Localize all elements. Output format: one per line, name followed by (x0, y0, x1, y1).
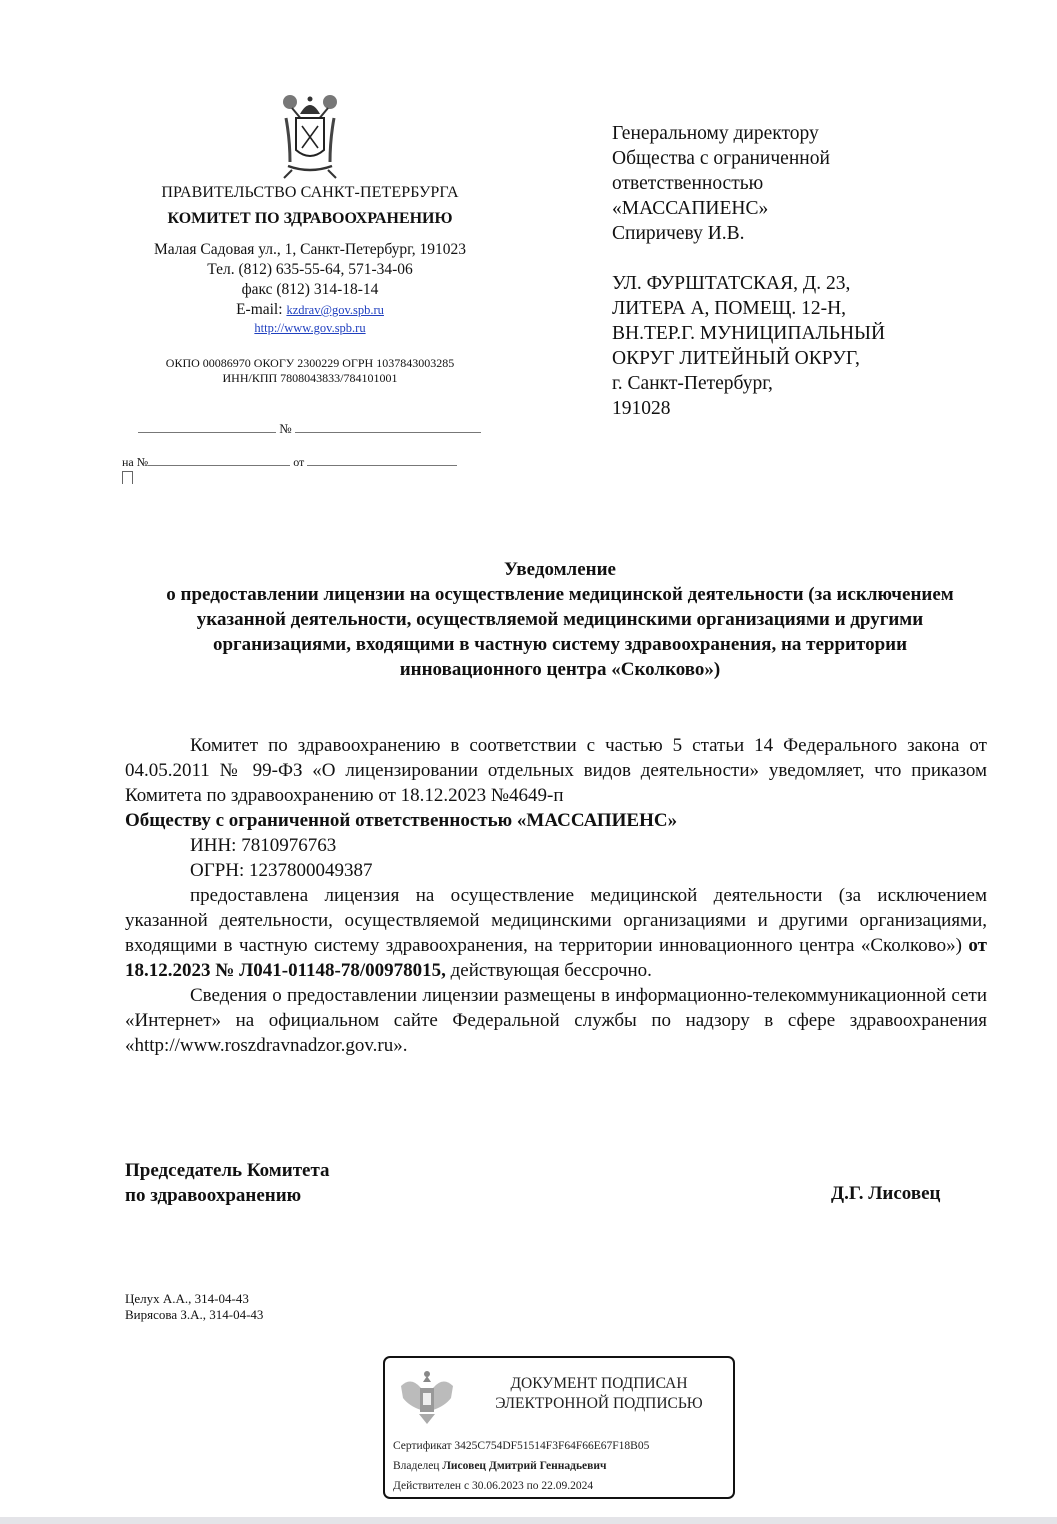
page-bottom-bar (0, 1517, 1057, 1524)
codes-line-2: ИНН/КПП 7808043833/784101001 (222, 371, 398, 385)
website-link[interactable]: http://www.gov.spb.ru (254, 321, 366, 335)
committee-address: Малая Садовая ул., 1, Санкт-Петербург, 191023 (153, 241, 467, 258)
recipient-line: Генеральному директору (612, 123, 819, 144)
email-label: E-mail: (236, 301, 287, 318)
executors (125, 1291, 263, 1323)
recipient-address-line: УЛ. ФУРШТАТСКАЯ, Д. 23, (612, 273, 851, 294)
company-ogrn: ОГРН: 1237800049387 (190, 860, 373, 881)
reply-date-blank (307, 454, 457, 466)
document-body (125, 733, 987, 1058)
certificate-row (393, 1436, 649, 1456)
reply-date-label: от (293, 455, 305, 469)
body-paragraph-1: Комитет по здравоохранению в соответствии с частью 5 статьи 14 Федерального закона от 04.05.2011 № 99-ФЗ «О лицензировании отдельных видов деятельности» уведомляет, что приказом Комитета по здравоохранению от 18.12.2023 №4649-п (125, 735, 987, 806)
recipient-line: Общества с ограниченной (612, 148, 830, 169)
recipient-address-line: г. Санкт-Петербург, (612, 373, 773, 394)
recipient-address-line: ОКРУГ ЛИТЕЙНЫЙ ОКРУГ, (612, 348, 860, 369)
recipient-block (612, 121, 885, 421)
body-paragraph-3: Сведения о предоставлении лицензии размещены в информационно-телекоммуникационной сети «Интернет» на официальном сайте Федеральной службы по надзору в сфере здравоохранения «http://www.roszdravnadzor.gov.ru». (125, 985, 987, 1056)
recipient-line: Спиричеву И.В. (612, 223, 745, 244)
owner-value: Лисовец Дмитрий Геннадьевич (442, 1460, 607, 1472)
document-title (150, 557, 970, 682)
email-link[interactable]: kzdrav@gov.spb.ru (286, 303, 384, 317)
certificate-value: 3425C754DF51514F3F64F66E67F18B05 (454, 1440, 650, 1452)
reply-to-line (122, 454, 457, 470)
title-subtitle: о предоставлении лицензии на осуществление медицинской деятельности (за исключением указанной деятельности, осуществляемой медицинскими организациями и другими организациями, входящими в частную систему здравоохранения, на территории инновационного центра «Сколково») (166, 584, 954, 680)
position-line-2: по здравоохранению (125, 1185, 302, 1206)
codes-line-1: ОКПО 00086970 ОКОГУ 2300229 ОГРН 1037843003285 (165, 356, 455, 370)
recipient-line: «МАССАПИЕНС» (612, 198, 769, 219)
validity-row: Действителен с 30.06.2023 по 22.09.2024 (393, 1480, 594, 1492)
committee-email-row (110, 300, 510, 320)
recipient-line: ответственностью (612, 173, 764, 194)
outgoing-number-line (138, 421, 481, 437)
title-heading: Уведомление (504, 559, 616, 580)
outgoing-date-blank (138, 421, 276, 433)
signatory-position (125, 1158, 330, 1208)
stamp-title-line-2: ЭЛЕКТРОННОЙ ПОДПИСЬЮ (495, 1395, 703, 1412)
certificate-label: Сертификат (393, 1440, 452, 1452)
signatory-name: Д.Г. Лисовец (831, 1183, 941, 1204)
recipient-address-line: ЛИТЕРА А, ПОМЕЩ. 12-Н, (612, 298, 847, 319)
number-sign: № (279, 421, 292, 436)
stamp-title-line-1: ДОКУМЕНТ ПОДПИСАН (510, 1375, 688, 1392)
owner-label: Владелец (393, 1460, 440, 1472)
government-name: ПРАВИТЕЛЬСТВО САНКТ-ПЕТЕРБУРГА (161, 184, 459, 201)
stamp-title (475, 1374, 723, 1414)
executor-item: Вирясова З.А., 314-04-43 (125, 1307, 264, 1322)
owner-row (393, 1456, 649, 1476)
bracket-mark (122, 471, 133, 484)
reply-number-blank (148, 454, 290, 466)
stamp-details (393, 1436, 649, 1496)
license-number: от 18.12.2023 № Л041-01148-78/00978015, (125, 935, 987, 981)
company-inn: ИНН: 7810976763 (190, 835, 337, 856)
recipient-address-line: ВН.ТЕР.Г. МУНИЦИПАЛЬНЫЙ (612, 323, 886, 344)
committee-contacts (110, 240, 510, 336)
russian-eagle-icon (397, 1366, 457, 1428)
committee-phone: Тел. (812) 635-55-64, 571-34-06 (207, 261, 413, 278)
body-paragraph-2 (125, 883, 987, 983)
license-description: предоставлена лицензия на осуществление медицинской деятельности (за исключением указанной деятельности, осуществляемой медицинскими организациями и другими организациями, входящими в частную систему здравоохранения, на территории инновационного центра «Сколково») (125, 885, 987, 956)
reply-to-label: на № (122, 455, 149, 469)
committee-fax: факс (812) 314-18-14 (241, 281, 379, 298)
license-validity: действующая бессрочно. (445, 960, 652, 981)
position-line-1: Председатель Комитета (125, 1160, 330, 1181)
executor-item: Целух А.А., 314-04-43 (125, 1291, 249, 1306)
coat-of-arms-icon (280, 90, 340, 180)
committee-name: КОМИТЕТ ПО ЗДРАВООХРАНЕНИЮ (167, 210, 453, 227)
registration-codes (110, 356, 510, 386)
recipient-address-line: 191028 (612, 398, 671, 419)
company-name: Обществу с ограниченной ответственностью «МАССАПИЕНС» (125, 810, 678, 831)
electronic-signature-stamp (383, 1356, 735, 1499)
letterhead (110, 90, 510, 386)
outgoing-number-blank (295, 421, 481, 433)
